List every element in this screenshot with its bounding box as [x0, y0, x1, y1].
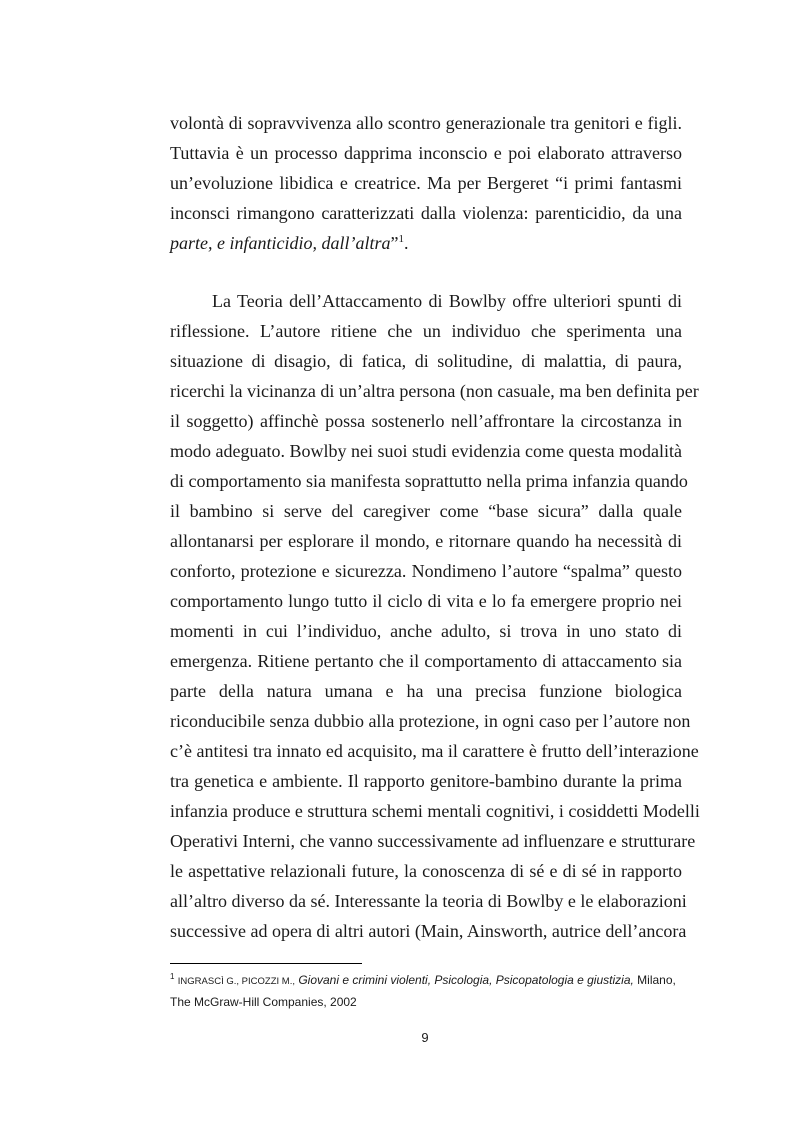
- text-line: La Teoria dell’Attaccamento di Bowlby offre ulteriori spunti di: [212, 291, 682, 311]
- text-line: il bambino si serve del caregiver come “base sicura” dalla quale: [170, 501, 682, 521]
- quote-italic: parte, e infanticidio, dall’altra: [170, 233, 391, 253]
- footnote-separator: [170, 963, 362, 964]
- text-line: modo adeguato. Bowlby nei suoi studi evidenzia come questa modalità: [170, 441, 682, 461]
- text-line: tra genetica e ambiente. Il rapporto genitore-bambino durante la prima: [170, 771, 682, 791]
- footnote-number: 1: [170, 972, 175, 981]
- period: .: [403, 233, 409, 253]
- text-line: successive ad opera di altri autori (Main, Ainsworth, autrice dell’ancora: [170, 921, 687, 941]
- text-line: situazione di disagio, di fatica, di solitudine, di malattia, di paura,: [170, 351, 682, 371]
- text-line: emergenza. Ritiene pertanto che il comportamento di attaccamento sia: [170, 651, 682, 671]
- text-line: di comportamento sia manifesta soprattutto nella prima infanzia quando: [170, 471, 688, 491]
- text-line: infanzia produce e struttura schemi mentali cognitivi, i cosiddetti Modelli: [170, 801, 700, 821]
- footnote-city: Milano,: [637, 973, 676, 987]
- text-line: Tuttavia è un processo dapprima inconscio e poi elaborato attraverso: [170, 143, 682, 163]
- footnote-authors: INGRASCÌ G., PICOZZI M.,: [177, 976, 295, 987]
- text-line: un’evoluzione libidica e creatrice. Ma per Bergeret “i primi fantasmi: [170, 173, 682, 193]
- text-line: inconsci rimangono caratterizzati dalla violenza: parenticidio, da una: [170, 203, 682, 223]
- text-line: riconducibile senza dubbio alla protezione, in ogni caso per l’autore non: [170, 711, 691, 731]
- footnote-publisher: The McGraw-Hill Companies, 2002: [170, 995, 357, 1009]
- footnote-ref[interactable]: 1: [398, 233, 404, 245]
- text-line: le aspettative relazionali future, la conoscenza di sé e di sé in rapporto: [170, 861, 682, 881]
- text-line: riflessione. L’autore ritiene che un individuo che sperimenta una: [170, 321, 682, 341]
- footnote: [170, 970, 690, 1012]
- text-line: allontanarsi per esplorare il mondo, e ritornare quando ha necessità di: [170, 531, 682, 551]
- page-number: 9: [421, 1030, 429, 1045]
- text-line: momenti in cui l’individuo, anche adulto, si trova in uno stato di: [170, 621, 682, 641]
- text-line: conforto, protezione e sicurezza. Nondimeno l’autore “spalma” questo: [170, 561, 682, 581]
- text-line: parte della natura umana e ha una precisa funzione biologica: [170, 681, 682, 701]
- paragraph-1: [170, 108, 682, 258]
- text-line: comportamento lungo tutto il ciclo di vita e lo fa emergere proprio nei: [170, 591, 682, 611]
- closing-quote: ”: [390, 233, 399, 253]
- text-line: c’è antitesi tra innato ed acquisito, ma il carattere è frutto dell’interazione: [170, 741, 699, 761]
- text-line: il soggetto) affinchè possa sostenerlo nell’affrontare la circostanza in: [170, 411, 682, 431]
- text-line: ricerchi la vicinanza di un’altra persona (non casuale, ma ben definita per: [170, 381, 699, 401]
- text-line: Operativi Interni, che vanno successivamente ad influenzare e strutturare: [170, 831, 696, 851]
- text-line: all’altro diverso da sé. Interessante la teoria di Bowlby e le elaborazioni: [170, 891, 687, 911]
- text-line: volontà di sopravvivenza allo scontro generazionale tra genitori e figli.: [170, 113, 682, 133]
- text-line-last: [170, 228, 682, 258]
- footnote-title: Giovani e crimini violenti, Psicologia, Psicopatologia e giustizia,: [298, 973, 634, 987]
- paragraph-2: [170, 286, 700, 946]
